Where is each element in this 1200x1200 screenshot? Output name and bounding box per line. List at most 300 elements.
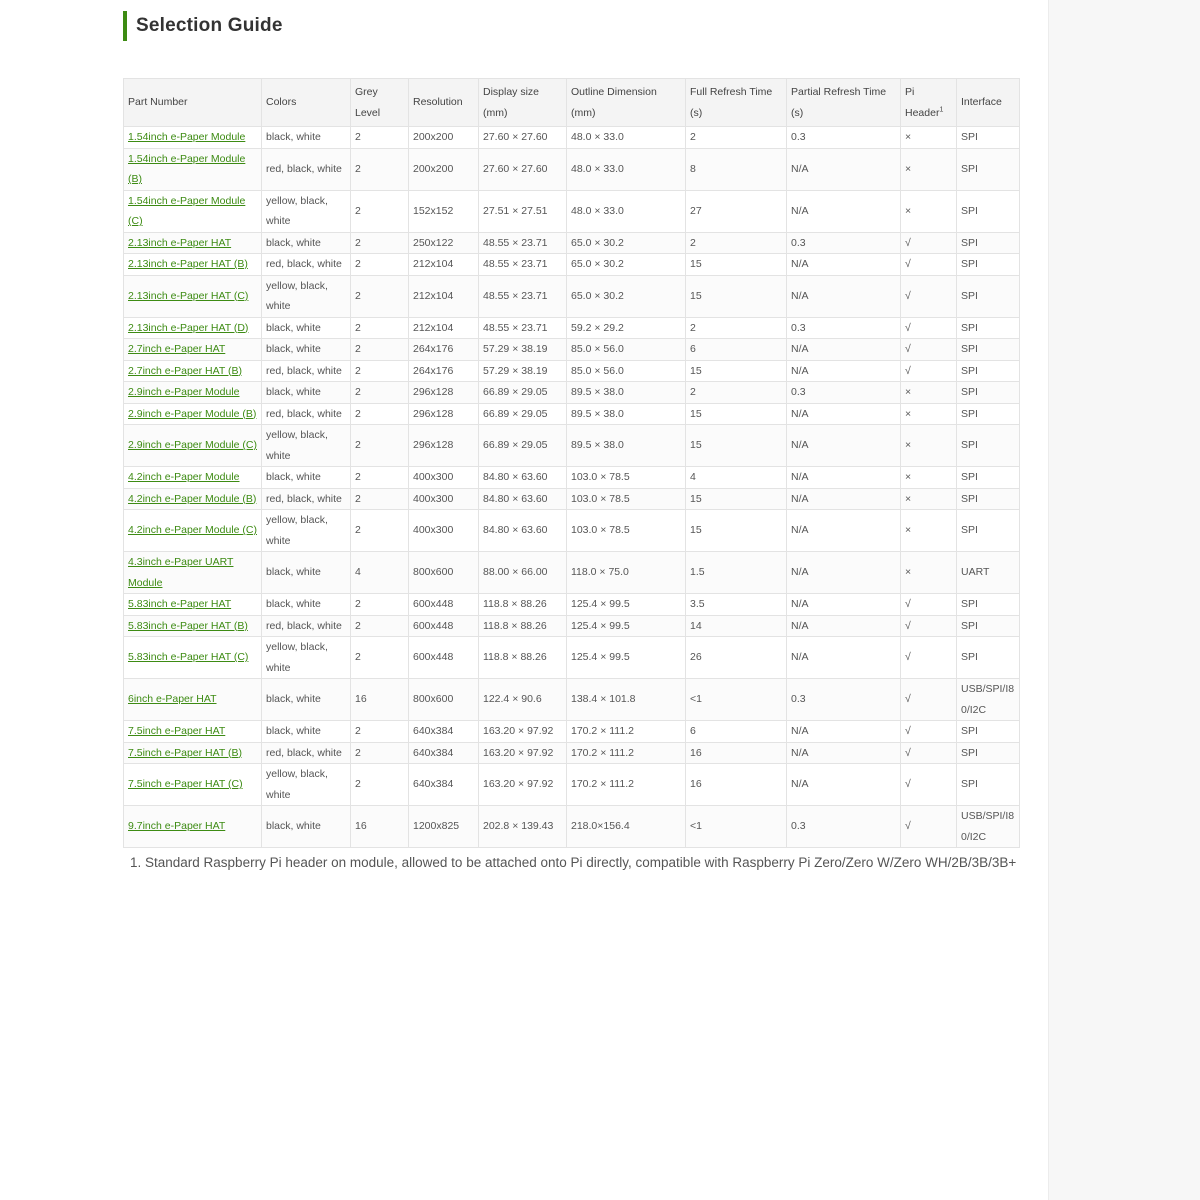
cell-interface: USB/SPI/I80/I2C [957,806,1020,848]
table-row [124,488,1020,510]
cell-part-number [124,382,262,404]
cell-display-size: 27.51 × 27.51 [479,190,567,232]
cell-full-refresh-time: 6 [686,339,787,361]
cell-grey-level: 4 [351,552,409,594]
cell-full-refresh-time: 4 [686,467,787,489]
cell-pi-header: √ [901,806,957,848]
cell-colors: red, black, white [262,488,351,510]
cell-resolution: 400x300 [409,467,479,489]
cell-outline-dimension: 48.0 × 33.0 [567,127,686,149]
cell-pi-header: √ [901,679,957,721]
cell-display-size: 66.89 × 29.05 [479,425,567,467]
table-row [124,806,1020,848]
cell-colors: black, white [262,806,351,848]
cell-full-refresh-time: 27 [686,190,787,232]
cell-interface: SPI [957,425,1020,467]
cell-part-number [124,467,262,489]
cell-interface: SPI [957,721,1020,743]
part-number-link[interactable]: 2.9inch e-Paper Module (C) [128,439,257,452]
cell-full-refresh-time: 6 [686,721,787,743]
column-header-colors: Colors [262,79,351,127]
cell-pi-header: × [901,148,957,190]
cell-partial-refresh-time: 0.3 [787,317,901,339]
cell-part-number [124,594,262,616]
footnote-item: 1. Standard Raspberry Pi header on module, allowed to be attached onto Pi directly, compatible with Raspberry Pi Zero/Zero W/Zero WH/2B/3B/3B+ [145,852,1045,873]
cell-interface: SPI [957,275,1020,317]
table-row [124,742,1020,764]
heading-accent-bar [123,11,127,41]
cell-full-refresh-time: 16 [686,764,787,806]
cell-display-size: 57.29 × 38.19 [479,360,567,382]
part-number-link[interactable]: 1.54inch e-Paper Module (B) [128,152,246,185]
cell-resolution: 1200x825 [409,806,479,848]
cell-outline-dimension: 65.0 × 30.2 [567,232,686,254]
cell-part-number [124,127,262,149]
cell-colors: red, black, white [262,360,351,382]
cell-partial-refresh-time: N/A [787,467,901,489]
cell-outline-dimension: 48.0 × 33.0 [567,148,686,190]
cell-resolution: 640x384 [409,764,479,806]
cell-grey-level: 2 [351,190,409,232]
table-row [124,764,1020,806]
cell-outline-dimension: 125.4 × 99.5 [567,615,686,637]
cell-grey-level: 16 [351,679,409,721]
cell-outline-dimension: 85.0 × 56.0 [567,360,686,382]
cell-grey-level: 2 [351,742,409,764]
cell-colors: red, black, white [262,403,351,425]
part-number-link[interactable]: 2.13inch e-Paper HAT [128,236,232,249]
cell-interface: SPI [957,467,1020,489]
cell-pi-header: √ [901,232,957,254]
cell-part-number [124,806,262,848]
cell-full-refresh-time: 16 [686,742,787,764]
cell-grey-level: 16 [351,806,409,848]
cell-resolution: 200x200 [409,127,479,149]
table-row [124,552,1020,594]
cell-colors: yellow, black, white [262,275,351,317]
part-number-link[interactable]: 7.5inch e-Paper HAT (B) [128,746,242,759]
cell-partial-refresh-time: N/A [787,742,901,764]
cell-resolution: 600x448 [409,615,479,637]
cell-resolution: 640x384 [409,721,479,743]
cell-part-number [124,425,262,467]
cell-interface: SPI [957,488,1020,510]
cell-pi-header: × [901,190,957,232]
cell-colors: yellow, black, white [262,637,351,679]
cell-resolution: 600x448 [409,637,479,679]
cell-outline-dimension: 218.0×156.4 [567,806,686,848]
cell-partial-refresh-time: 0.3 [787,679,901,721]
cell-pi-header: × [901,552,957,594]
table-row [124,425,1020,467]
footnote-marker: 1 [939,106,944,113]
cell-grey-level: 2 [351,339,409,361]
cell-outline-dimension: 48.0 × 33.0 [567,190,686,232]
table-row [124,510,1020,552]
cell-grey-level: 2 [351,488,409,510]
cell-grey-level: 2 [351,148,409,190]
cell-outline-dimension: 103.0 × 78.5 [567,488,686,510]
footnote-list [123,852,1045,873]
cell-pi-header: √ [901,317,957,339]
cell-colors: yellow, black, white [262,190,351,232]
cell-resolution: 250x122 [409,232,479,254]
part-number-link[interactable]: 2.13inch e-Paper HAT (C) [128,289,249,302]
table-row [124,127,1020,149]
cell-full-refresh-time: <1 [686,679,787,721]
cell-part-number [124,637,262,679]
cell-display-size: 48.55 × 23.71 [479,232,567,254]
cell-resolution: 296x128 [409,382,479,404]
cell-interface: SPI [957,339,1020,361]
cell-pi-header: √ [901,275,957,317]
cell-full-refresh-time: 15 [686,254,787,276]
cell-display-size: 48.55 × 23.71 [479,317,567,339]
cell-full-refresh-time: 15 [686,425,787,467]
cell-pi-header: √ [901,594,957,616]
cell-grey-level: 2 [351,510,409,552]
cell-outline-dimension: 138.4 × 101.8 [567,679,686,721]
cell-display-size: 118.8 × 88.26 [479,637,567,679]
cell-grey-level: 2 [351,467,409,489]
cell-grey-level: 2 [351,425,409,467]
cell-display-size: 122.4 × 90.6 [479,679,567,721]
cell-full-refresh-time: 15 [686,510,787,552]
cell-colors: black, white [262,382,351,404]
column-header-full-refresh: Full Refresh Time (s) [686,79,787,127]
cell-partial-refresh-time: N/A [787,425,901,467]
part-number-link[interactable]: 1.54inch e-Paper Module (C) [128,194,246,227]
table-row [124,254,1020,276]
cell-outline-dimension: 59.2 × 29.2 [567,317,686,339]
cell-partial-refresh-time: N/A [787,339,901,361]
page-side-gutter [1048,0,1200,1200]
cell-part-number [124,488,262,510]
cell-part-number [124,764,262,806]
cell-outline-dimension: 89.5 × 38.0 [567,403,686,425]
cell-display-size: 118.8 × 88.26 [479,594,567,616]
part-number-link[interactable]: 5.83inch e-Paper HAT (C) [128,651,249,664]
cell-partial-refresh-time: N/A [787,403,901,425]
cell-display-size: 48.55 × 23.71 [479,254,567,276]
table-row [124,148,1020,190]
column-header-interface: Interface [957,79,1020,127]
cell-grey-level: 2 [351,594,409,616]
cell-part-number [124,615,262,637]
cell-pi-header: × [901,425,957,467]
cell-display-size: 27.60 × 27.60 [479,127,567,149]
part-number-link[interactable]: 4.2inch e-Paper Module (B) [128,492,257,505]
cell-resolution: 212x104 [409,254,479,276]
table-header-row [124,79,1020,127]
cell-full-refresh-time: 1.5 [686,552,787,594]
table-row [124,637,1020,679]
table-row [124,190,1020,232]
table-row [124,232,1020,254]
cell-interface: SPI [957,190,1020,232]
cell-grey-level: 2 [351,637,409,679]
cell-interface: SPI [957,148,1020,190]
cell-pi-header: √ [901,615,957,637]
cell-outline-dimension: 103.0 × 78.5 [567,510,686,552]
cell-outline-dimension: 125.4 × 99.5 [567,594,686,616]
section-heading [123,10,1023,42]
cell-part-number [124,510,262,552]
cell-pi-header: √ [901,339,957,361]
cell-part-number [124,254,262,276]
cell-grey-level: 2 [351,615,409,637]
cell-partial-refresh-time: N/A [787,764,901,806]
cell-display-size: 57.29 × 38.19 [479,339,567,361]
cell-outline-dimension: 118.0 × 75.0 [567,552,686,594]
cell-display-size: 84.80 × 63.60 [479,488,567,510]
cell-partial-refresh-time: N/A [787,552,901,594]
column-header-resolution: Resolution [409,79,479,127]
part-number-link[interactable]: 7.5inch e-Paper HAT (C) [128,778,243,791]
column-header-display-size: Display size (mm) [479,79,567,127]
cell-colors: black, white [262,679,351,721]
cell-grey-level: 2 [351,360,409,382]
cell-display-size: 163.20 × 97.92 [479,721,567,743]
cell-resolution: 600x448 [409,594,479,616]
cell-grey-level: 2 [351,382,409,404]
cell-full-refresh-time: 8 [686,148,787,190]
table-row [124,275,1020,317]
cell-interface: SPI [957,637,1020,679]
part-number-link[interactable]: 4.3inch e-Paper UART Module [128,556,234,589]
table-row [124,339,1020,361]
cell-display-size: 84.80 × 63.60 [479,510,567,552]
cell-colors: black, white [262,552,351,594]
cell-partial-refresh-time: N/A [787,148,901,190]
cell-outline-dimension: 89.5 × 38.0 [567,382,686,404]
cell-full-refresh-time: 15 [686,488,787,510]
part-number-link[interactable]: 2.9inch e-Paper Module [128,386,240,398]
cell-outline-dimension: 125.4 × 99.5 [567,637,686,679]
column-header-pi-header [901,79,957,127]
cell-partial-refresh-time: N/A [787,510,901,552]
cell-part-number [124,317,262,339]
column-header-part-number: Part Number [124,79,262,127]
cell-part-number [124,232,262,254]
part-number-link[interactable]: 2.7inch e-Paper HAT (B) [128,364,242,377]
cell-interface: UART [957,552,1020,594]
cell-interface: USB/SPI/I80/I2C [957,679,1020,721]
cell-interface: SPI [957,317,1020,339]
cell-resolution: 264x176 [409,360,479,382]
cell-resolution: 400x300 [409,510,479,552]
cell-pi-header: √ [901,721,957,743]
cell-colors: red, black, white [262,742,351,764]
table-row [124,360,1020,382]
cell-outline-dimension: 170.2 × 111.2 [567,764,686,806]
cell-grey-level: 2 [351,127,409,149]
cell-part-number [124,552,262,594]
cell-pi-header: √ [901,637,957,679]
table-row [124,403,1020,425]
cell-colors: red, black, white [262,148,351,190]
cell-partial-refresh-time: 0.3 [787,127,901,149]
cell-display-size: 66.89 × 29.05 [479,403,567,425]
cell-colors: black, white [262,127,351,149]
cell-display-size: 163.20 × 97.92 [479,764,567,806]
cell-pi-header: × [901,382,957,404]
cell-grey-level: 2 [351,317,409,339]
cell-resolution: 212x104 [409,317,479,339]
cell-display-size: 88.00 × 66.00 [479,552,567,594]
part-number-link[interactable]: 9.7inch e-Paper HAT [128,820,226,833]
part-number-link[interactable]: 2.9inch e-Paper Module (B) [128,407,257,420]
cell-partial-refresh-time: N/A [787,275,901,317]
table-row [124,594,1020,616]
cell-resolution: 800x600 [409,552,479,594]
cell-grey-level: 2 [351,764,409,806]
cell-display-size: 66.89 × 29.05 [479,382,567,404]
page-title: Selection Guide [136,15,283,36]
cell-pi-header: × [901,403,957,425]
cell-display-size: 118.8 × 88.26 [479,615,567,637]
cell-full-refresh-time: 26 [686,637,787,679]
cell-full-refresh-time: <1 [686,806,787,848]
cell-partial-refresh-time: 0.3 [787,232,901,254]
cell-colors: red, black, white [262,615,351,637]
cell-part-number [124,190,262,232]
cell-colors: yellow, black, white [262,510,351,552]
part-number-link[interactable]: 2.13inch e-Paper HAT (D) [128,321,249,334]
part-number-link[interactable]: 1.54inch e-Paper Module [128,131,246,143]
table-row [124,467,1020,489]
cell-full-refresh-time: 2 [686,317,787,339]
cell-resolution: 296x128 [409,403,479,425]
cell-interface: SPI [957,615,1020,637]
cell-partial-refresh-time: N/A [787,254,901,276]
part-number-link[interactable]: 6inch e-Paper HAT [128,693,217,706]
table-row [124,679,1020,721]
cell-part-number [124,339,262,361]
part-number-link[interactable]: 2.7inch e-Paper HAT [128,343,226,355]
cell-pi-header: √ [901,254,957,276]
cell-outline-dimension: 170.2 × 111.2 [567,742,686,764]
part-number-link[interactable]: 4.2inch e-Paper Module (C) [128,524,257,537]
cell-partial-refresh-time: N/A [787,190,901,232]
cell-interface: SPI [957,742,1020,764]
cell-grey-level: 2 [351,721,409,743]
selection-guide-table [123,78,1020,848]
cell-interface: SPI [957,510,1020,552]
cell-resolution: 212x104 [409,275,479,317]
table-row [124,317,1020,339]
table-row [124,721,1020,743]
cell-colors: black, white [262,467,351,489]
cell-interface: SPI [957,764,1020,806]
cell-interface: SPI [957,403,1020,425]
cell-colors: black, white [262,339,351,361]
cell-display-size: 48.55 × 23.71 [479,275,567,317]
cell-partial-refresh-time: N/A [787,615,901,637]
cell-outline-dimension: 65.0 × 30.2 [567,275,686,317]
cell-pi-header: √ [901,764,957,806]
column-header-partial-refresh: Partial Refresh Time (s) [787,79,901,127]
selection-guide-section [123,10,1023,873]
cell-part-number [124,360,262,382]
cell-partial-refresh-time: N/A [787,488,901,510]
cell-interface: SPI [957,127,1020,149]
cell-outline-dimension: 103.0 × 78.5 [567,467,686,489]
cell-display-size: 202.8 × 139.43 [479,806,567,848]
cell-colors: black, white [262,594,351,616]
cell-part-number [124,742,262,764]
cell-resolution: 200x200 [409,148,479,190]
cell-interface: SPI [957,254,1020,276]
cell-resolution: 152x152 [409,190,479,232]
table-row [124,615,1020,637]
cell-grey-level: 2 [351,232,409,254]
cell-full-refresh-time: 14 [686,615,787,637]
cell-part-number [124,403,262,425]
cell-full-refresh-time: 15 [686,403,787,425]
cell-pi-header: √ [901,360,957,382]
cell-part-number [124,721,262,743]
cell-part-number [124,148,262,190]
cell-full-refresh-time: 15 [686,360,787,382]
cell-grey-level: 2 [351,254,409,276]
cell-resolution: 640x384 [409,742,479,764]
cell-interface: SPI [957,360,1020,382]
cell-partial-refresh-time: N/A [787,721,901,743]
part-number-link[interactable]: 2.13inch e-Paper HAT (B) [128,258,248,270]
part-number-link[interactable]: 5.83inch e-Paper HAT [128,598,232,610]
cell-part-number [124,679,262,721]
cell-interface: SPI [957,232,1020,254]
cell-outline-dimension: 170.2 × 111.2 [567,721,686,743]
cell-colors: red, black, white [262,254,351,276]
cell-partial-refresh-time: N/A [787,594,901,616]
part-number-link[interactable]: 5.83inch e-Paper HAT (B) [128,619,248,632]
cell-resolution: 400x300 [409,488,479,510]
cell-partial-refresh-time: N/A [787,360,901,382]
part-number-link[interactable]: 7.5inch e-Paper HAT [128,725,226,737]
cell-colors: black, white [262,317,351,339]
cell-grey-level: 2 [351,403,409,425]
cell-display-size: 84.80 × 63.60 [479,467,567,489]
cell-colors: black, white [262,232,351,254]
cell-part-number [124,275,262,317]
cell-grey-level: 2 [351,275,409,317]
cell-pi-header: × [901,510,957,552]
cell-full-refresh-time: 2 [686,232,787,254]
cell-colors: yellow, black, white [262,425,351,467]
cell-outline-dimension: 65.0 × 30.2 [567,254,686,276]
cell-pi-header: × [901,467,957,489]
cell-partial-refresh-time: 0.3 [787,806,901,848]
cell-full-refresh-time: 15 [686,275,787,317]
cell-pi-header: × [901,127,957,149]
cell-outline-dimension: 89.5 × 38.0 [567,425,686,467]
cell-pi-header: × [901,488,957,510]
cell-full-refresh-time: 2 [686,127,787,149]
table-body [124,127,1020,848]
cell-resolution: 800x600 [409,679,479,721]
column-header-grey-level: Grey Level [351,79,409,127]
part-number-link[interactable]: 4.2inch e-Paper Module [128,471,240,483]
cell-partial-refresh-time: 0.3 [787,382,901,404]
cell-interface: SPI [957,382,1020,404]
cell-colors: black, white [262,721,351,743]
cell-full-refresh-time: 3.5 [686,594,787,616]
cell-resolution: 296x128 [409,425,479,467]
cell-resolution: 264x176 [409,339,479,361]
cell-pi-header: √ [901,742,957,764]
